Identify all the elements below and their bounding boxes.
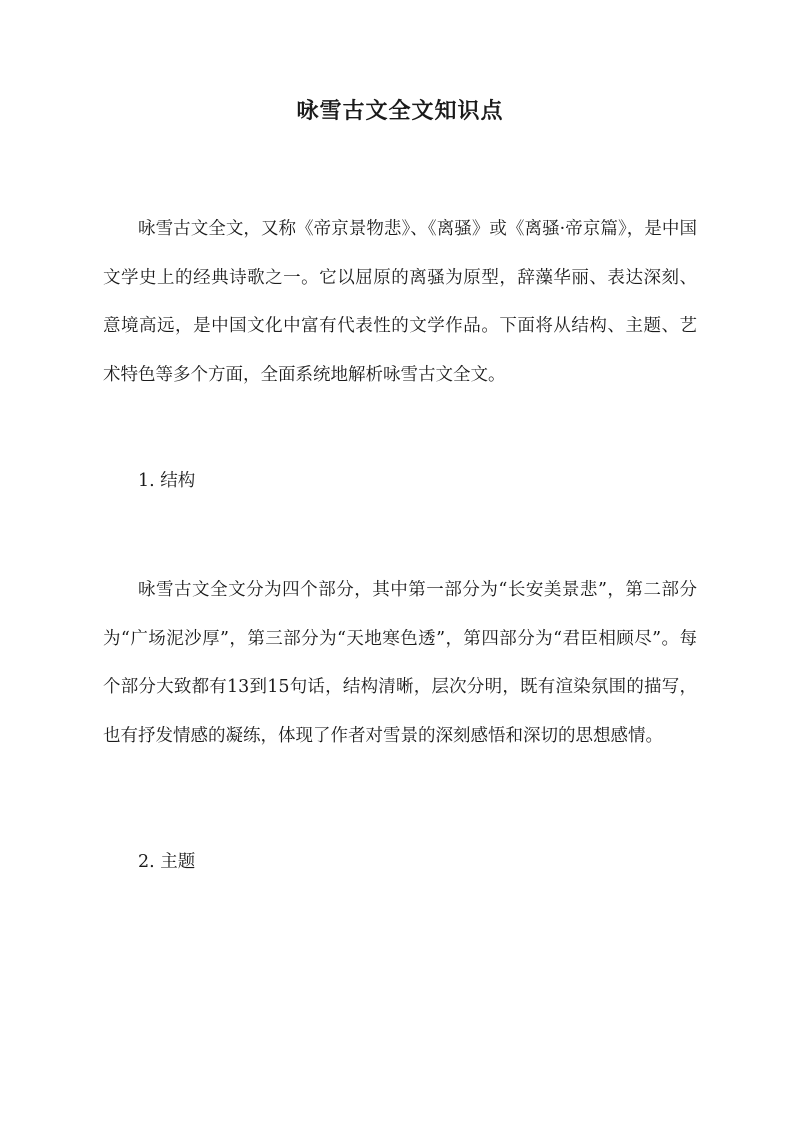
section-heading-structure: 1. 结构 (138, 471, 196, 491)
section-heading-theme: 2. 主题 (138, 852, 196, 872)
intro-paragraph: 咏雪古文全文，又称《帝京景物悲》、《离骚》或《离骚·帝京篇》，是中国文学史上的经典诗歌之一。它以屈原的离骚为原型，辞藻华丽、表达深刻、意境高远，是中国文化中富有代表性的文学作品。下面将从结构、主题、艺术特色等多个方面，全面系统地解析咏雪古文全文。 (103, 219, 697, 385)
document-title: 咏雪古文全文知识点 (296, 98, 504, 124)
structure-paragraph: 咏雪古文全文分为四个部分，其中第一部分为“长安美景悲”，第二部分为“广场泥沙厚”，第三部分为“天地寒色透”，第四部分为“君臣相顾尽”。每个部分大致都有13到15句话，结构清晰，层次分明，既有渲染氛围的描写，也有抒发情感的凝练，体现了作者对雪景的深刻感悟和深切的思想感情。 (103, 580, 697, 746)
